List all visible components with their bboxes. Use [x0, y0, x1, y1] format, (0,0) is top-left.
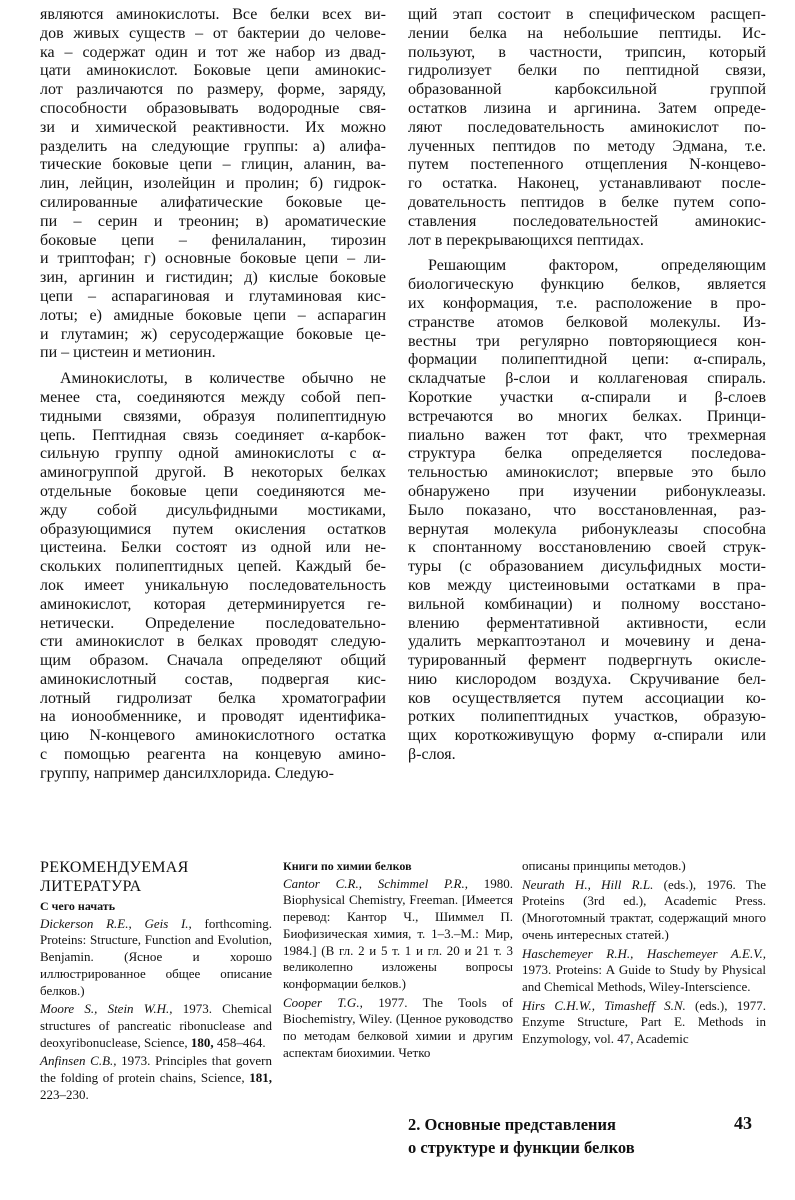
section-heading: Книги по химии белков — [283, 859, 412, 873]
text-line: довательность пептидов в белке путем сопо- — [408, 193, 766, 211]
text-line: пользуют, в частности, трипсин, который — [408, 43, 766, 61]
text-line: способности образовывать водородные свя- — [40, 99, 386, 117]
bibliography-entry — [40, 1053, 272, 1103]
bibliography-entry — [40, 916, 272, 1000]
text-line: образованной карбоксильной группой — [408, 81, 766, 99]
text-line: ков между цистеиновыми остатками в пра- — [408, 576, 766, 594]
text-line: аминогруппой другой. В некоторых белках — [40, 464, 386, 482]
text-line: пи – цистеин и метионин. — [40, 344, 216, 362]
text-line: скольких полипептидных цепей. Каждый бе- — [40, 558, 386, 576]
text-line: биологическую функцию белков, является — [408, 276, 766, 294]
text-line: ляют последовательность аминокислот по- — [408, 118, 766, 136]
text-line: разделить на следующие группы: а) алифа- — [40, 137, 386, 155]
text-line: складчатые β-слои и коллагеновая спираль. — [408, 370, 766, 388]
entry-authors: Dickerson R.E., Geis I., — [40, 915, 192, 931]
chapter-title — [408, 1113, 635, 1159]
bibliography-entry — [522, 946, 766, 996]
text-line: сильную группу одной аминокислоты с α- — [40, 445, 386, 463]
text-line: цистеина. Белки состоят из одной или не- — [40, 539, 386, 557]
entry-text: 1973. Proteins: A Guide to Study by Physical and Chemical Methods, Wiley-Interscience. — [522, 962, 766, 994]
bibliography-column-2 — [283, 858, 513, 1063]
entry-text: 1973. Chemical structures of pancreatic ribonuclease and deoxyribonuclease, Science, — [40, 1001, 272, 1050]
text-line: боковые цепи – фенилаланин, тирозин — [40, 231, 386, 249]
text-line: цепи – аспарагиновая и глутаминовая кис- — [40, 287, 386, 305]
text-line: встречаются во многих белках. Принци- — [408, 407, 766, 425]
entry-authors: Cantor C.R., Schimmel P.R., — [283, 875, 468, 891]
bibliography-entry — [40, 1001, 272, 1051]
text-line: вестны три регулярно повторяющиеся кон- — [408, 332, 766, 350]
entry-text: forthcoming. Proteins: Structure, Function and Evolution, Benjamin. (Ясное и хорошо иллюстрированное общее описание белков.) — [40, 915, 273, 998]
bibliography-entry — [283, 995, 513, 1062]
text-line: го остатка. Наконец, устанавливают после- — [408, 175, 766, 193]
entry-text: 1980. Biophysical Chemistry, Freeman. [Имеется перевод: Кантор Ч., Шиммел П. Биофизическая химия, т. 1–3.–М.: Мир, 1984.] (В гл. 2 и 5 т. 1 и гл. 20 и 21 т. 3 великолепно изложены вопросы конформации белков.) — [283, 875, 514, 991]
text-line: отдельные боковые цепи соединяются ме- — [40, 482, 386, 500]
entry-authors: Haschemeyer R.H., Haschemeyer A.E.V., — [522, 945, 766, 961]
text-line: тельностью аминокислот; впервые это было — [408, 464, 766, 482]
text-line: дов живых существ – от бактерии до челове- — [40, 24, 386, 42]
text-line: лоты; е) амидные боковые цепи – аспарагин — [40, 306, 386, 324]
text-line: обнаружено при изучении рибонуклеазы. — [408, 482, 766, 500]
text-line: лученных пептидов по методу Эдмана, т.е. — [408, 137, 766, 155]
text-line: лок имеет уникальную последовательность — [40, 576, 386, 594]
text-line: зи и химической реактивности. Их можно — [40, 118, 386, 136]
text-line: щих короткоживущую форму α-спирали или — [408, 727, 766, 745]
text-line: на ионообменнике, и проводят идентифика- — [40, 708, 386, 726]
text-line: ка – содержат один и тот же набор из двад- — [40, 43, 386, 61]
paragraph — [408, 257, 766, 765]
text-line: пиально важен тот факт, что трехмерная — [408, 426, 766, 444]
text-line: тические боковые цепи – глицин, аланин, ва- — [40, 156, 386, 174]
entry-text: 1977. The Tools of Biochemistry, Wiley. (Ценное руководство по методам белковой химии и другим аспектам биохимии. Четко — [283, 994, 514, 1060]
text-line: цати аминокислот. Боковые цепи аминокис- — [40, 62, 386, 80]
text-line: удалить меркаптоэтанол и мочевину и дена- — [408, 633, 766, 651]
text-line: с помощью реагента на концевую амино- — [40, 746, 386, 764]
entry-after: 458–464. — [213, 1034, 266, 1050]
text-line: Аминокислоты, в количестве обычно не — [60, 370, 386, 388]
text-line: и триптофан; г) основные боковые цепи – ли- — [40, 250, 386, 268]
text-line: и глутамин; ж) серусодержащие боковые це- — [40, 325, 386, 343]
text-line: гидролизует белки по пептидной связи, — [408, 62, 766, 80]
text-line: группу, например дансилхлорида. Следую- — [40, 764, 334, 782]
bibliography-entry — [522, 858, 766, 875]
text-line: путем постепенного отщепления N-концево- — [408, 156, 766, 174]
bibliography-entry — [283, 876, 513, 993]
chapter-title-line2: о структуре и функции белков — [408, 1138, 635, 1157]
text-line: аминокислот, которая детерминируется ге- — [40, 595, 386, 613]
text-line: пи – серин и треонин; в) ароматические — [40, 212, 386, 230]
text-line: силированные алифатические боковые це- — [40, 193, 386, 211]
text-line: лотный гидролизат белка хроматографии — [40, 689, 386, 707]
bibliography-entry — [522, 877, 766, 944]
chapter-title-line1: 2. Основные представления — [408, 1115, 616, 1134]
paragraph — [40, 6, 386, 363]
bibliography-column-1 — [40, 858, 272, 1105]
text-line: вильной комбинации) и полному восстано- — [408, 595, 766, 613]
text-line: лин, лейцин, изолейцин и пролин; б) гидрок- — [40, 175, 386, 193]
text-line: щий этап состоит в специфическом расщеп- — [408, 6, 766, 23]
text-line: цепь. Пептидная связь соединяет α-карбок- — [40, 426, 386, 444]
entry-authors: Cooper T.G., — [283, 994, 363, 1010]
text-line: структура белка определяется последова- — [408, 445, 766, 463]
entry-after: 223–230. — [40, 1086, 89, 1102]
entry-authors: Moore S., Stein W.H., — [40, 1001, 173, 1017]
entry-bold: 180, — [190, 1034, 214, 1050]
entry-text: (eds.), 1977. Enzyme Structure, Part E. Methods in Enzymology, vol. 47, Academic — [522, 997, 766, 1047]
entry-text: описаны принципы методов.) — [522, 858, 686, 873]
text-line: являются аминокислоты. Все белки всех ви- — [40, 6, 386, 23]
text-line: тидными связями, образуя полипептидную — [40, 407, 386, 425]
text-line: вернутая молекула рибонуклеазы способна — [408, 520, 766, 538]
paragraph — [408, 6, 766, 250]
text-line: влению ферментативной активности, если — [408, 614, 766, 632]
text-line: аминокислотный состав, подвергая кис- — [40, 670, 386, 688]
bibliography-title-line1: РЕКОМЕНДУЕМАЯ — [40, 859, 189, 876]
main-text-left-column — [40, 6, 386, 791]
bibliography-title-line2: ЛИТЕРАТУРА — [40, 878, 142, 895]
entry-text: 1973. Principles that govern the folding of protein chains, Science, — [40, 1053, 272, 1086]
text-line: щим образом. Сначала определяют общий — [40, 652, 386, 670]
entry-text: (eds.), 1976. The Proteins (3rd ed.), Academic Press. (Многотомный трактат, содержащий много очень интересных статей.) — [522, 876, 766, 942]
text-line: к спонтанному восстановлению своей струк- — [408, 539, 766, 557]
entry-authors: Anfinsen C.B., — [40, 1053, 117, 1069]
text-line: зин, аргинин и гистидин; д) кислые боковые — [40, 269, 386, 287]
text-line: образующимися путем окисления остатков — [40, 520, 386, 538]
text-line: формации полипептидной цепи: α-спираль, — [408, 351, 766, 369]
text-line: нию кислородом воздуха. Скручивание бел- — [408, 670, 766, 688]
text-line: ставления последовательностей аминокис- — [408, 212, 766, 230]
text-line: жду собой дисульфидными мостиками, — [40, 501, 386, 519]
text-line: менее ста, соединяются между собой пеп- — [40, 388, 386, 406]
text-line: странстве атомов белковой молекулы. Из- — [408, 313, 766, 331]
bibliography-entry — [522, 998, 766, 1048]
text-line: остатков лизина и аргинина. Затем опреде- — [408, 99, 766, 117]
text-line: β-слоя. — [408, 746, 456, 764]
text-line: ротких полипептидных участков, образую- — [408, 708, 766, 726]
text-line: турированный фермент подвергнуть окисле- — [408, 652, 766, 670]
text-line: лот различаются по размеру, форме, заряду, — [40, 81, 386, 99]
entry-authors: Hirs C.H.W., Timasheff S.N. — [522, 997, 686, 1013]
text-line: лот в перекрывающихся пептидах. — [408, 231, 644, 249]
text-line: ков осуществляется путем ассоциации ко- — [408, 689, 766, 707]
text-line: их конформация, т.е. расположение в про- — [408, 294, 766, 312]
entry-bold: 181, — [249, 1070, 272, 1086]
section-heading: С чего начать — [40, 899, 116, 913]
main-text-right-column — [408, 6, 766, 772]
text-line: цию N-концевого аминокислотного остатка — [40, 727, 386, 745]
text-line: нетически. Определение последовательно- — [40, 614, 386, 632]
text-line: Было показано, что восстановленная, раз- — [408, 501, 766, 519]
entry-authors: Neurath H., Hill R.L. — [522, 876, 654, 892]
text-line: туры (с образованием дисульфидных мости- — [408, 558, 766, 576]
text-line: Короткие участки α-спирали и β-слоев — [408, 388, 766, 406]
text-line: лении белка на небольшие пептиды. Ис- — [408, 24, 766, 42]
text-line: сти аминокислот в белках проводят следую- — [40, 633, 386, 651]
page-number: 43 — [734, 1113, 752, 1133]
paragraph — [40, 370, 386, 784]
text-line: Решающим фактором, определяющим — [428, 257, 766, 275]
bibliography-column-3 — [522, 858, 766, 1050]
